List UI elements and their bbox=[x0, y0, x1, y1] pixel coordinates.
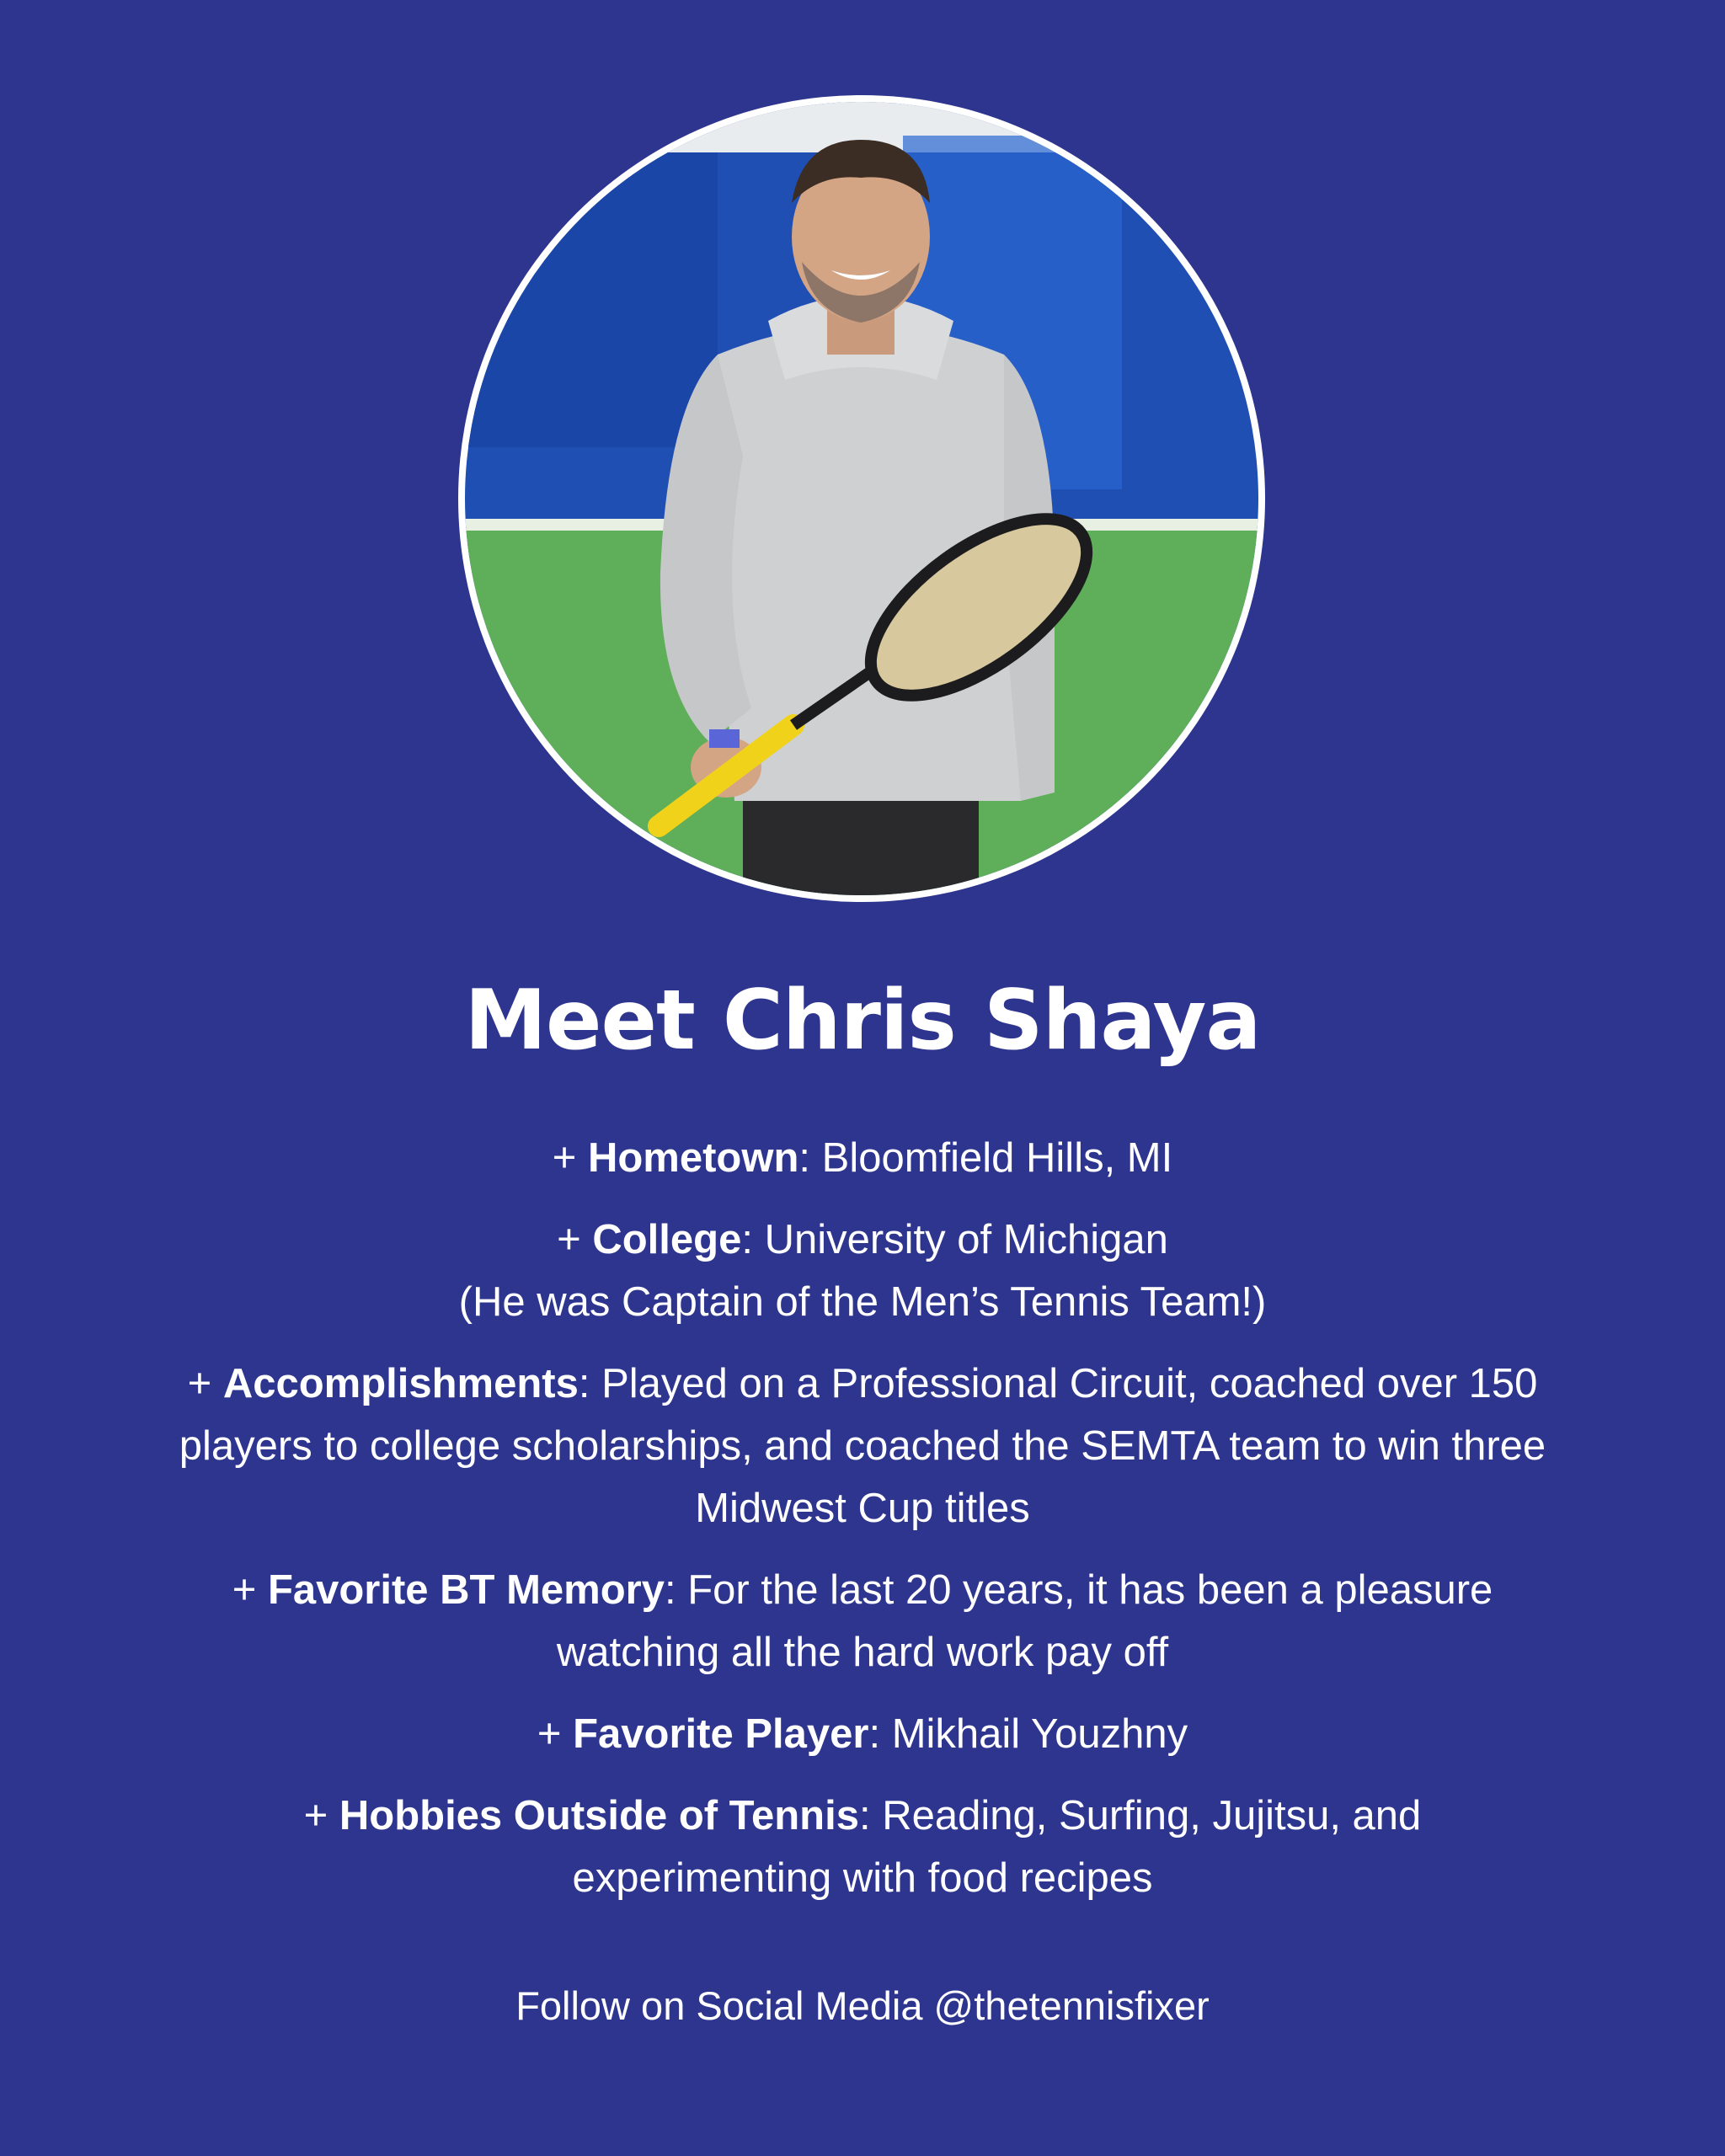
page-title: Meet Chris Shaya bbox=[464, 973, 1261, 1069]
fact-hometown bbox=[126, 1127, 1599, 1189]
fact-label: Hometown bbox=[587, 1135, 799, 1181]
fact-separator: : bbox=[741, 1217, 765, 1262]
fact-prefix: + bbox=[232, 1567, 268, 1613]
fact-favorite-player bbox=[126, 1703, 1599, 1765]
fact-accomplishments bbox=[126, 1353, 1599, 1540]
fact-text: University of Michigan bbox=[764, 1217, 1168, 1262]
fact-separator: : bbox=[858, 1793, 883, 1838]
fact-prefix: + bbox=[187, 1361, 223, 1406]
fact-text: Played on a Professional Circuit, coached over 150 players to college scholarships, and coached the SEMTA team to win three Midwest Cup titles bbox=[179, 1361, 1546, 1531]
fact-prefix: + bbox=[303, 1793, 339, 1838]
fact-prefix: + bbox=[552, 1135, 588, 1181]
fact-prefix: + bbox=[537, 1711, 574, 1757]
fact-college bbox=[126, 1209, 1599, 1333]
coach-portrait-photo bbox=[465, 102, 1258, 895]
profile-photo bbox=[465, 102, 1258, 895]
fact-label: College bbox=[592, 1217, 742, 1262]
fact-separator: : bbox=[578, 1361, 602, 1406]
fact-favorite-memory bbox=[126, 1559, 1599, 1684]
facts-list bbox=[126, 1127, 1599, 1929]
fact-text: Reading, Surfing, Jujitsu, and experimenting with food recipes bbox=[572, 1793, 1422, 1901]
fact-note: (He was Captain of the Men’s Tennis Team!) bbox=[458, 1279, 1267, 1325]
fact-prefix: + bbox=[557, 1217, 593, 1262]
fact-text: Mikhail Youzhny bbox=[891, 1711, 1188, 1757]
fact-label: Hobbies Outside of Tennis bbox=[339, 1793, 859, 1838]
fact-text: Bloomfield Hills, MI bbox=[821, 1135, 1173, 1181]
social-media-follow: Follow on Social Media @thetennisfixer bbox=[515, 1983, 1210, 2028]
fact-hobbies bbox=[126, 1785, 1599, 1909]
fact-separator: : bbox=[868, 1711, 892, 1757]
profile-photo-frame bbox=[458, 95, 1265, 902]
fact-label: Accomplishments bbox=[222, 1361, 579, 1406]
fact-label: Favorite BT Memory bbox=[267, 1567, 665, 1613]
fact-label: Favorite Player bbox=[573, 1711, 869, 1757]
fact-separator: : bbox=[665, 1567, 688, 1613]
fact-text: For the last 20 years, it has been a pleasure watching all the hard work pay off bbox=[556, 1567, 1493, 1675]
fact-separator: : bbox=[798, 1135, 822, 1181]
